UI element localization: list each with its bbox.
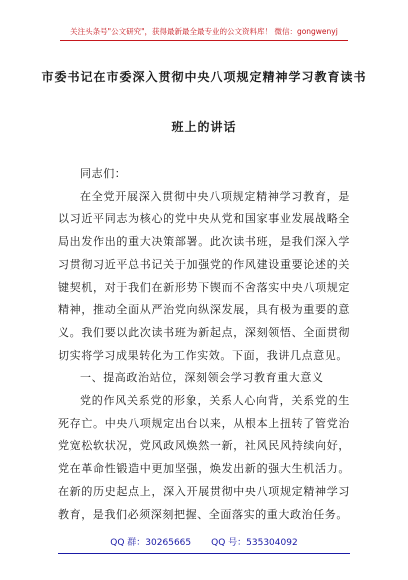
body-paragraph: 在全党开展深入贯彻中央八项规定精神学习教育，是以习近平同志为核心的党中央从党和国家事业发展战略全局出发作出的重大决策部署。此次读书班，是我们深入学习贯彻习近平总书记关于加强党的作风建设重要论述的关键契机，对于我们在新形势下锲而不舍落实中央八项规定精神，推动全面从严治党向纵深发展，具有极为重要的意义。我们要以此次读书班为新起点，深刻领悟、全面贯彻切实将学习成果转化为工作实效。下面，我讲几点意见。 [58, 189, 350, 362]
footer-qq-number: QQ 号：535304092 [211, 538, 298, 548]
section-heading: 一、提高政治站位，深刻领会学习教育重大意义 [80, 371, 324, 385]
document-title-line-2: 班上的讲话 [171, 120, 237, 134]
header-banner: 关注头条号"公文研究"，获得最新最全最专业的公文资料库！ 微信：gongwenyj [70, 27, 338, 36]
salutation: 同志们： [80, 167, 127, 180]
document-body [58, 163, 350, 526]
document-title-line-1: 市委书记在市委深入贯彻中央八项规定精神学习教育读书 [41, 70, 367, 84]
body-paragraph: 党的作风关系党的形象，关系人心向背，关系党的生死存亡。中央八项规定出台以来，从根本上扭转了管党治党宽松软状况，党风政风焕然一新，社风民风持续向好，党在革命性锻造中更加坚强，焕发出新的强大生机活力。在新的历史起点上，深入开展贯彻中央八项规定精神学习教育，是我们必须深刻把握、全面落实的重大政治任务。 [58, 394, 350, 521]
footer-contact [0, 535, 408, 548]
footer-qq-group: QQ 群：30265665 [110, 538, 192, 548]
footer-divider [58, 553, 350, 554]
header-divider [60, 40, 348, 41]
